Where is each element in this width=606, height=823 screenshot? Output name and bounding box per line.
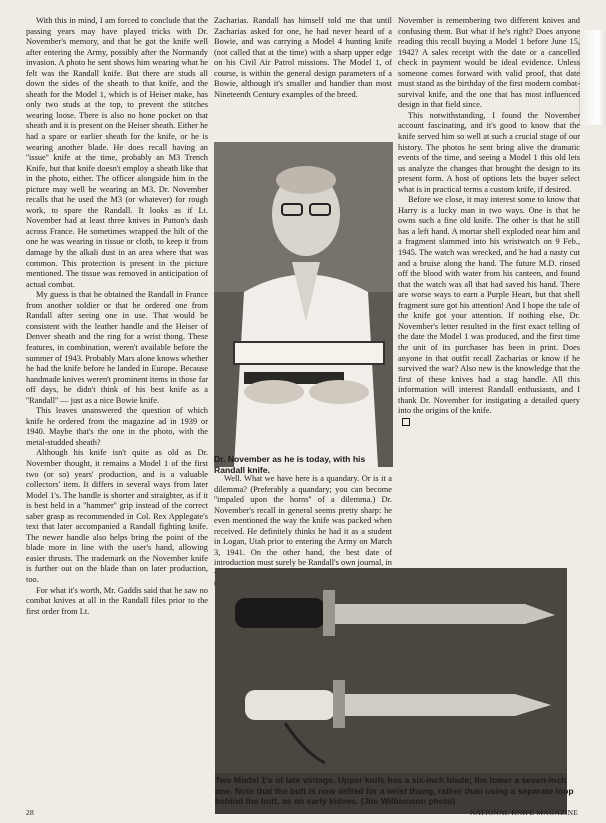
paragraph: This notwithstanding, I found the November account fascinating, and it's good to know that the knife served him so well at such a crucial stage of our history. The photos he sent bring alive the dramatic events of the time, and seeing a Model 1 this old lets us analyze the changes that brought the design to its present form. A host of options lets the buyer select what is in practical terms a custom knife, if desired. [398, 110, 580, 194]
photo-caption-2: Two Model 1's of late vintage. Upper knife has a six-inch blade; the lower a seven-inch one. Note that the butt is now drilled for a wrist thong, rather than using a separate loop behind the butt, as on early knives. (Jim Williamson photo) [215, 775, 574, 806]
paragraph: Zacharias. Randall has himself told me that until Zacharias asked for one, he had never heard of a Bowie, and was carrying a Model 4 hunting knife (not called that at the time) with a sharp upper edge on his Civil Air Patrol missions. The Model 1, of course, is within the general design parameters of a Bowie, although it's smaller and handier than most Nineteenth Century examples of the breed. [214, 16, 392, 99]
paragraph: Well. What we have here is a quandary. Or is it a dilemma? (Preferably a quandary; you can become ''impaled upon the horns'' of a dilemma.) Dr. November's recall in general seems pretty sharp: he even mentioned the way the knife was packed when received. He definitely thinks he had it as a student in Logan, Utah prior to entering the Army on March 3, 1941. On the other hand, the best date of introduction must surely be Randall's own journal, in [214, 474, 392, 568]
paragraph: This leaves unanswered the question of which knife he ordered from the magazine ad in 1939 or 1940. Maybe that's the one in the photo, with the metal-studded sheath? [26, 406, 208, 447]
article-column-2-top [214, 16, 392, 100]
page-curl [579, 30, 606, 125]
photo-dr-november-image [214, 142, 393, 467]
paragraph: Although his knife isn't quite as old as Dr. November thought, it remains a Model 1 of the first two (or so) years' production, and is a valuable collectors' item. It differs in several ways from later Model 1's. The handle is shorter and straighter, as if it is best held in a ''hammer'' grip instead of the correct saber grasp as recommended in Col. Rex Applegate's text that later accompanied a Randall fighting knife. The newer handle also helps bring the point of the blade more in line with the user's hand, allowing easier thrusts. The trademark on the November knife is further out on the blade than on later production, too. [26, 448, 208, 584]
paragraph: Before we close, it may interest some to know that Harry is a lucky man in two ways. One is that he owns such a fine old knife. The other is that he still has a left hand. A mortar shell exploded near him and a fragment slammed into his wristwatch on 9 Feb., 1945. The watch was wrecked, and he had a nasty cut and a bruise along the hand. The future M.D. rinsed off the blood with water from his canteen, and found that the watch was all that had saved his hand. There are worse ways to earn a Purple Heart, but that shell fragment sure got his attention! And I hope the tale of the knife got your attention. If nothing else, Dr. November's letter resulted in the first exact telling of the date the Model 1 was produced, and the first time the unit of its purchaser has been in print. Does anyone in that outfit recall Zacharias or know if he survived the war? Also new is the knowledge that the first of these knives had a stag handle. All this information will interest Randall enthusiasts, and I thank Dr. November for instigating a detailed query into the origins of the knife. [398, 195, 580, 416]
paragraph: For what it's worth, Mr. Gaddis said that he saw no combat knives at all in the Randall files prior to the first order from Lt. [26, 585, 208, 616]
paragraph: My guess is that he obtained the Randall in France from another soldier or that he ordered one from Randall after seeing one in use. That would be consistent with the leather handle and the Heiser of Denver sheath and the ring for a wrist thong. These features, in combination, weren't available before the summer of 1943. Probably Mars alone knows whether he had the knife before he landed in Europe. Because handmade knives weren't prominent items in those far off days, he didn't think of his best knife as a ''Randall'' — just as a nice Bowie knife. [26, 290, 208, 405]
photo-caption-1: Dr. November as he is today, with his Randall knife. [214, 454, 366, 475]
page-number: 28 [26, 808, 34, 817]
article-column-3 [398, 16, 580, 427]
paragraph: With this in mind, I am forced to conclude that the passing years may have played tricks with Dr. November's memory, and that he got the knife well after entering the Army, possibly after the Normandy invasion. A photo he sent shows him wearing what he felt was the Randall knife. But there are studs all down the sides of the sheath to that knife, and the sheath for the Model 1, which is of Heiser make, has only two studs at the top, to prevent the stitches wearing loose. There is also no hone pocket on that sheath and it is present on the Heiser sheath. Either he had a spare or earlier sheath for the knife, or he is wearing another blade. He does recall having an ''issue'' knife at the time, probably an M3 Trench Knife, but that knife doesn't employ a sheath like that in the photo, either. The officer alongside him in the picture may well be wearing an M3. Dr. November recalls that he used the M3 (or whatever) for rough work, to spare the Randall. It looks as if Lt. November had at least three knives in Patton's dash across France. He sometimes wrapped the hilt of the one he was wearing in tissue or cloth, to keep it from damage by the alkali dust in an area where that was common. This protection is present in the picture mentioned. The tissue was removed in anticipation of actual combat. [26, 16, 208, 289]
article-column-1 [26, 16, 208, 617]
paragraph: November is remembering two different knives and confusing them. But what if he's right? Does anyone reading this recall buying a Model 1 before June 15, 1942? A sales receipt with the date or a cancelled check in payment would be ideal evidence. Unless someone comes forward with valid proof, that date must stand as the birthday of the first modern combat-survival knife, and the one that has most influenced design in that field since. [398, 16, 580, 110]
end-mark-icon [402, 418, 410, 426]
photo-dr-november [214, 142, 393, 467]
photo-two-knives-image [215, 568, 567, 773]
magazine-name: NATIONAL KNIFE MAGAZINE [469, 808, 578, 817]
